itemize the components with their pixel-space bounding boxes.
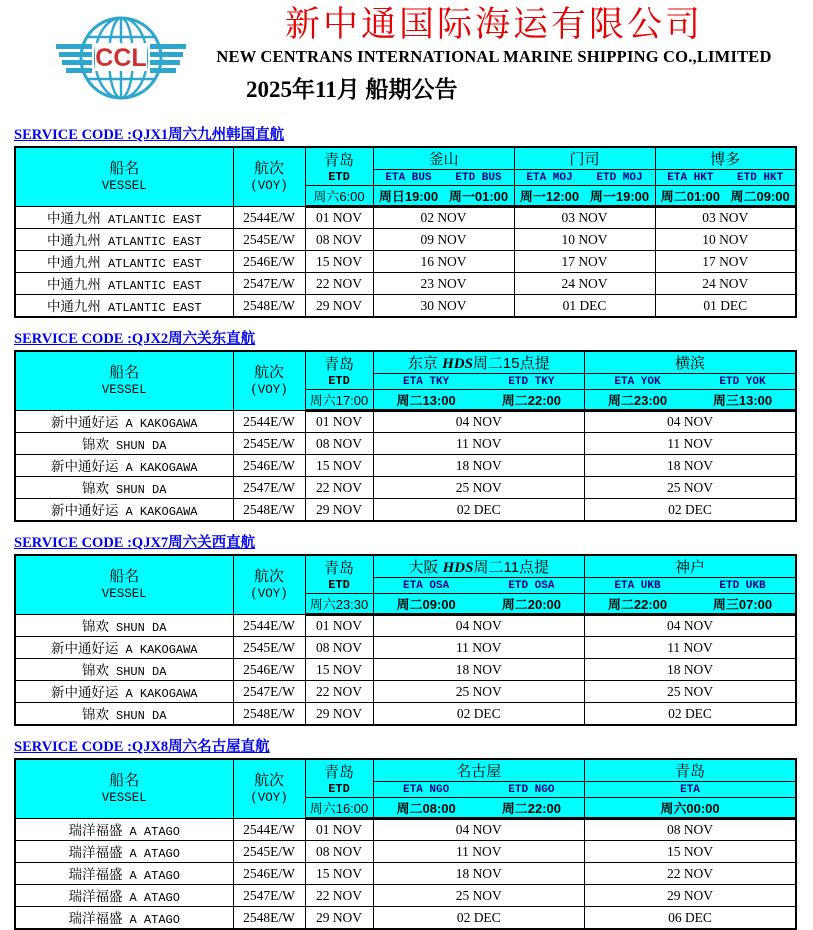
port-date-cell: 02 DEC	[585, 703, 797, 726]
eta-etd-labels: ETA NGO ETD NGO	[373, 782, 585, 798]
voyage-cell: 2547E/W	[233, 477, 305, 499]
etd-date-cell: 29 NOV	[305, 703, 373, 726]
port-date-cell: 25 NOV	[585, 477, 797, 499]
port-header: 青岛	[585, 759, 797, 782]
table-row	[15, 207, 796, 229]
table-row	[15, 907, 796, 930]
table-row	[15, 863, 796, 885]
vessel-header: 船名 VESSEL	[15, 555, 233, 615]
port-date-cell: 17 NOV	[655, 251, 796, 273]
vessel-header: 船名 VESSEL	[15, 147, 233, 207]
eta-etd-times: 周一12:00 周一19:00	[514, 186, 655, 207]
vessel-cell: 新中通好运 A KAKOGAWA	[15, 637, 233, 659]
etd-date-cell: 08 NOV	[305, 433, 373, 455]
voyage-header: 航次 (VOY)	[233, 147, 305, 207]
table-row	[15, 659, 796, 681]
port-date-cell: 01 DEC	[655, 295, 796, 318]
origin-header: 青岛 ETD	[305, 351, 373, 390]
port-header: 博多	[655, 147, 796, 170]
port-header: 大阪 HDS周二11点提	[373, 555, 585, 578]
eta-etd-times: 周二08:00 周二22:00	[373, 798, 585, 819]
voyage-cell: 2544E/W	[233, 819, 305, 841]
vessel-cell: 中通九州 ATLANTIC EAST	[15, 295, 233, 318]
port-date-cell: 03 NOV	[655, 207, 796, 229]
port-date-cell: 08 NOV	[585, 819, 797, 841]
vessel-cell: 新中通好运 A KAKOGAWA	[15, 681, 233, 703]
etd-date-cell: 15 NOV	[305, 251, 373, 273]
origin-cutoff-time: 周六6:00	[305, 186, 373, 207]
port-date-cell: 04 NOV	[373, 615, 585, 637]
eta-etd-times: 周二09:00 周二20:00	[373, 594, 585, 615]
service-code-label: SERVICE CODE :QJX2周六关东直航	[14, 331, 256, 347]
port-date-cell: 24 NOV	[655, 273, 796, 295]
etd-date-cell: 15 NOV	[305, 659, 373, 681]
voyage-cell: 2548E/W	[233, 907, 305, 930]
origin-header: 青岛 ETD	[305, 147, 373, 186]
voyage-cell: 2544E/W	[233, 411, 305, 433]
port-date-cell: 06 DEC	[585, 907, 797, 930]
table-row	[15, 703, 796, 726]
table-row	[15, 295, 796, 318]
vessel-cell: 中通九州 ATLANTIC EAST	[15, 229, 233, 251]
voyage-cell: 2547E/W	[233, 273, 305, 295]
table-row	[15, 229, 796, 251]
origin-cutoff-time: 周六23:30	[305, 594, 373, 615]
logo-text: CCL	[95, 44, 147, 72]
schedule-table-qjx1	[14, 146, 797, 318]
vessel-cell: 中通九州 ATLANTIC EAST	[15, 251, 233, 273]
port-date-cell: 11 NOV	[373, 841, 585, 863]
port-date-cell: 09 NOV	[373, 229, 514, 251]
vessel-cell: 中通九州 ATLANTIC EAST	[15, 207, 233, 229]
port-date-cell: 18 NOV	[373, 455, 585, 477]
etd-date-cell: 22 NOV	[305, 477, 373, 499]
port-header: 门司	[514, 147, 655, 170]
vessel-cell: 中通九州 ATLANTIC EAST	[15, 273, 233, 295]
service-code-label: SERVICE CODE :QJX1周六九州韩国直航	[14, 127, 285, 143]
vessel-cell: 锦欢 SHUN DA	[15, 659, 233, 681]
eta-etd-labels: ETA MOJ ETD MOJ	[514, 170, 655, 186]
eta-etd-labels: ETA OSA ETD OSA	[373, 578, 585, 594]
port-header: 东京 HDS周二15点提	[373, 351, 585, 374]
vessel-cell: 锦欢 SHUN DA	[15, 477, 233, 499]
port-date-cell: 23 NOV	[373, 273, 514, 295]
eta-times: 周六00:00	[585, 798, 797, 819]
voyage-cell: 2546E/W	[233, 251, 305, 273]
etd-date-cell: 15 NOV	[305, 863, 373, 885]
schedule-table-qjx8	[14, 758, 797, 930]
eta-etd-labels: ETA YOK ETD YOK	[585, 374, 797, 390]
port-date-cell: 11 NOV	[585, 637, 797, 659]
voyage-cell: 2546E/W	[233, 863, 305, 885]
port-date-cell: 18 NOV	[373, 659, 585, 681]
table-row	[15, 615, 796, 637]
table-row	[15, 477, 796, 499]
voyage-cell: 2546E/W	[233, 659, 305, 681]
table-row	[15, 411, 796, 433]
port-date-cell: 18 NOV	[373, 863, 585, 885]
port-date-cell: 04 NOV	[585, 411, 797, 433]
table-row	[15, 885, 796, 907]
voyage-header: 航次 (VOY)	[233, 555, 305, 615]
etd-date-cell: 22 NOV	[305, 273, 373, 295]
voyage-header: 航次 (VOY)	[233, 759, 305, 819]
port-date-cell: 25 NOV	[373, 681, 585, 703]
voyage-cell: 2547E/W	[233, 681, 305, 703]
vessel-cell: 新中通好运 A KAKOGAWA	[15, 411, 233, 433]
port-date-cell: 02 DEC	[373, 499, 585, 522]
voyage-cell: 2548E/W	[233, 703, 305, 726]
port-date-cell: 10 NOV	[514, 229, 655, 251]
port-date-cell: 25 NOV	[585, 681, 797, 703]
etd-date-cell: 08 NOV	[305, 229, 373, 251]
vessel-cell: 瑞洋福盛 A ATAGO	[15, 885, 233, 907]
service-code-label: SERVICE CODE :QJX8周六名古屋直航	[14, 739, 270, 755]
eta-etd-times: 周二01:00 周二09:00	[655, 186, 796, 207]
etd-date-cell: 01 NOV	[305, 819, 373, 841]
port-header: 名古屋	[373, 759, 585, 782]
vessel-cell: 新中通好运 A KAKOGAWA	[15, 455, 233, 477]
port-date-cell: 25 NOV	[373, 477, 585, 499]
vessel-cell: 瑞洋福盛 A ATAGO	[15, 907, 233, 930]
voyage-cell: 2545E/W	[233, 229, 305, 251]
eta-etd-labels: ETA HKT ETD HKT	[655, 170, 796, 186]
title-block	[186, 4, 802, 104]
port-date-cell: 01 DEC	[514, 295, 655, 318]
origin-cutoff-time: 周六17:00	[305, 390, 373, 411]
table-row	[15, 637, 796, 659]
port-date-cell: 02 DEC	[373, 907, 585, 930]
etd-date-cell: 01 NOV	[305, 411, 373, 433]
origin-header: 青岛 ETD	[305, 555, 373, 594]
table-row	[15, 841, 796, 863]
etd-date-cell: 29 NOV	[305, 295, 373, 318]
table-row	[15, 681, 796, 703]
port-header: 神户	[585, 555, 797, 578]
eta-etd-labels: ETA TKY ETD TKY	[373, 374, 585, 390]
etd-date-cell: 01 NOV	[305, 615, 373, 637]
etd-date-cell: 08 NOV	[305, 637, 373, 659]
table-row	[15, 433, 796, 455]
table-row	[15, 273, 796, 295]
origin-header: 青岛 ETD	[305, 759, 373, 798]
eta-etd-times: 周二22:00 周三07:00	[585, 594, 797, 615]
port-date-cell: 18 NOV	[585, 455, 797, 477]
voyage-cell: 2544E/W	[233, 207, 305, 229]
port-date-cell: 29 NOV	[585, 885, 797, 907]
voyage-header: 航次 (VOY)	[233, 351, 305, 411]
vessel-cell: 锦欢 SHUN DA	[15, 433, 233, 455]
port-date-cell: 17 NOV	[514, 251, 655, 273]
etd-date-cell: 22 NOV	[305, 885, 373, 907]
port-date-cell: 30 NOV	[373, 295, 514, 318]
port-date-cell: 22 NOV	[585, 863, 797, 885]
etd-date-cell: 08 NOV	[305, 841, 373, 863]
port-date-cell: 25 NOV	[373, 885, 585, 907]
voyage-cell: 2548E/W	[233, 499, 305, 522]
vessel-cell: 瑞洋福盛 A ATAGO	[15, 863, 233, 885]
etd-date-cell: 01 NOV	[305, 207, 373, 229]
voyage-cell: 2545E/W	[233, 841, 305, 863]
schedule-table-qjx2	[14, 350, 797, 522]
voyage-cell: 2544E/W	[233, 615, 305, 637]
eta-labels: ETA	[585, 782, 797, 798]
port-date-cell: 04 NOV	[373, 819, 585, 841]
port-date-cell: 18 NOV	[585, 659, 797, 681]
port-date-cell: 10 NOV	[655, 229, 796, 251]
etd-date-cell: 29 NOV	[305, 499, 373, 522]
voyage-cell: 2545E/W	[233, 433, 305, 455]
eta-etd-times: 周二23:00 周三13:00	[585, 390, 797, 411]
port-date-cell: 24 NOV	[514, 273, 655, 295]
vessel-cell: 瑞洋福盛 A ATAGO	[15, 841, 233, 863]
port-date-cell: 04 NOV	[373, 411, 585, 433]
port-date-cell: 03 NOV	[514, 207, 655, 229]
vessel-cell: 锦欢 SHUN DA	[15, 703, 233, 726]
table-row	[15, 455, 796, 477]
announcement-title: 2025年11月 船期公告	[246, 77, 458, 102]
port-date-cell: 16 NOV	[373, 251, 514, 273]
vessel-cell: 瑞洋福盛 A ATAGO	[15, 819, 233, 841]
port-header: 釜山	[373, 147, 514, 170]
port-date-cell: 15 NOV	[585, 841, 797, 863]
table-row	[15, 819, 796, 841]
table-row	[15, 499, 796, 522]
port-date-cell: 04 NOV	[585, 615, 797, 637]
port-date-cell: 02 DEC	[585, 499, 797, 522]
voyage-cell: 2547E/W	[233, 885, 305, 907]
company-name-cn: 新中通国际海运有限公司	[284, 5, 703, 44]
company-logo-globe-icon	[54, 8, 188, 112]
eta-etd-times: 周二13:00 周二22:00	[373, 390, 585, 411]
port-date-cell: 02 DEC	[373, 703, 585, 726]
company-name-en: NEW CENTRANS INTERNATIONAL MARINE SHIPPING CO.,LIMITED	[216, 47, 772, 66]
vessel-header: 船名 VESSEL	[15, 759, 233, 819]
table-row	[15, 251, 796, 273]
eta-etd-labels: ETA UKB ETD UKB	[585, 578, 797, 594]
service-code-label: SERVICE CODE :QJX7周六关西直航	[14, 535, 256, 551]
eta-etd-times: 周日19:00 周一01:00	[373, 186, 514, 207]
page-header	[0, 0, 813, 120]
voyage-cell: 2545E/W	[233, 637, 305, 659]
voyage-cell: 2546E/W	[233, 455, 305, 477]
vessel-cell: 新中通好运 A KAKOGAWA	[15, 499, 233, 522]
etd-date-cell: 15 NOV	[305, 455, 373, 477]
port-date-cell: 11 NOV	[373, 433, 585, 455]
port-date-cell: 02 NOV	[373, 207, 514, 229]
origin-cutoff-time: 周六16:00	[305, 798, 373, 819]
vessel-header: 船名 VESSEL	[15, 351, 233, 411]
vessel-cell: 锦欢 SHUN DA	[15, 615, 233, 637]
schedule-table-qjx7	[14, 554, 797, 726]
etd-date-cell: 29 NOV	[305, 907, 373, 930]
etd-date-cell: 22 NOV	[305, 681, 373, 703]
port-date-cell: 11 NOV	[373, 637, 585, 659]
eta-etd-labels: ETA BUS ETD BUS	[373, 170, 514, 186]
voyage-cell: 2548E/W	[233, 295, 305, 318]
port-header: 横滨	[585, 351, 797, 374]
port-date-cell: 11 NOV	[585, 433, 797, 455]
